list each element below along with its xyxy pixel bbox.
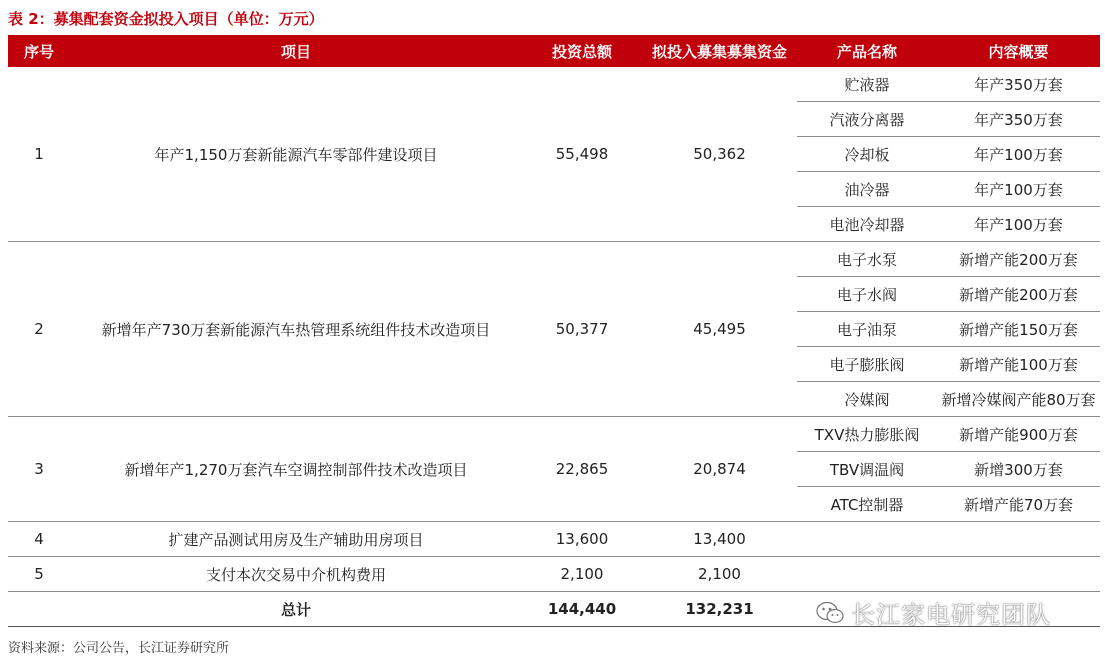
- product-name: [797, 557, 937, 592]
- product-summary: [937, 557, 1100, 592]
- product-summary: 新增产能200万套: [937, 242, 1100, 277]
- product-summary: 年产100万套: [937, 137, 1100, 172]
- table-row: [8, 242, 1100, 277]
- product-summary: 年产350万套: [937, 67, 1100, 102]
- product-name: 冷媒阀: [797, 382, 937, 417]
- watermark-text: 长江家电研究团队: [851, 601, 1051, 629]
- product-name: 冷却板: [797, 137, 937, 172]
- product-name: 电子膨胀阀: [797, 347, 937, 382]
- product-summary: 新增产能70万套: [937, 487, 1100, 522]
- row-total: 2,100: [522, 557, 642, 592]
- header-product: 产品名称: [797, 35, 937, 67]
- row-project: 新增年产730万套新能源汽车热管理系统组件技术改造项目: [70, 242, 522, 417]
- product-name: 电子水泵: [797, 242, 937, 277]
- row-total: 22,865: [522, 417, 642, 522]
- table-row: [8, 67, 1100, 102]
- row-raise: 50,362: [642, 67, 797, 242]
- row-no: 4: [8, 522, 70, 557]
- row-total: 50,377: [522, 242, 642, 417]
- header-no: 序号: [8, 35, 70, 67]
- product-summary: [937, 522, 1100, 557]
- header-summary: 内容概要: [937, 35, 1100, 67]
- table-row: [8, 417, 1100, 452]
- table-row: [8, 557, 1100, 592]
- product-name: ATC控制器: [797, 487, 937, 522]
- source-note: 资料来源：公司公告，长江证券研究所: [8, 641, 230, 656]
- table-title: 表 2：募集配套资金拟投入项目（单位：万元）: [8, 10, 324, 28]
- product-name: 电子水阀: [797, 277, 937, 312]
- total-total: 144,440: [522, 592, 642, 627]
- row-no: 2: [8, 242, 70, 417]
- row-no: 3: [8, 417, 70, 522]
- product-summary: 新增产能900万套: [937, 417, 1100, 452]
- product-name: [797, 522, 937, 557]
- product-name: 汽液分离器: [797, 102, 937, 137]
- row-raise: 2,100: [642, 557, 797, 592]
- product-summary: 新增产能200万套: [937, 277, 1100, 312]
- total-raise: 132,231: [642, 592, 797, 627]
- row-no: 5: [8, 557, 70, 592]
- product-name: 电子油泵: [797, 312, 937, 347]
- row-no: 1: [8, 67, 70, 242]
- product-summary: 新增产能100万套: [937, 347, 1100, 382]
- row-project: 支付本次交易中介机构费用: [70, 557, 522, 592]
- row-total: 55,498: [522, 67, 642, 242]
- header-total: 投资总额: [522, 35, 642, 67]
- investment-table: [8, 35, 1100, 627]
- total-label: 总计: [70, 592, 522, 627]
- product-name: TBV调温阀: [797, 452, 937, 487]
- product-summary: 年产100万套: [937, 207, 1100, 242]
- table-row: [8, 522, 1100, 557]
- row-total: 13,600: [522, 522, 642, 557]
- header-project: 项目: [70, 35, 522, 67]
- row-raise: 20,874: [642, 417, 797, 522]
- total-no: [8, 592, 70, 627]
- row-raise: 13,400: [642, 522, 797, 557]
- product-name: 贮液器: [797, 67, 937, 102]
- row-project: 年产1,150万套新能源汽车零部件建设项目: [70, 67, 522, 242]
- product-name: 油冷器: [797, 172, 937, 207]
- product-summary: 新增冷媒阀产能80万套: [937, 382, 1100, 417]
- product-summary: 新增300万套: [937, 452, 1100, 487]
- header-row: [8, 35, 1100, 67]
- product-summary: 年产350万套: [937, 102, 1100, 137]
- row-project: 扩建产品测试用房及生产辅助用房项目: [70, 522, 522, 557]
- row-raise: 45,495: [642, 242, 797, 417]
- product-summary: 年产100万套: [937, 172, 1100, 207]
- wechat-icon: [815, 600, 845, 626]
- watermark: [815, 595, 1051, 630]
- product-summary: 新增产能150万套: [937, 312, 1100, 347]
- product-name: TXV热力膨胀阀: [797, 417, 937, 452]
- row-project: 新增年产1,270万套汽车空调控制部件技术改造项目: [70, 417, 522, 522]
- header-raise: 拟投入募集募集资金: [642, 35, 797, 67]
- product-name: 电池冷却器: [797, 207, 937, 242]
